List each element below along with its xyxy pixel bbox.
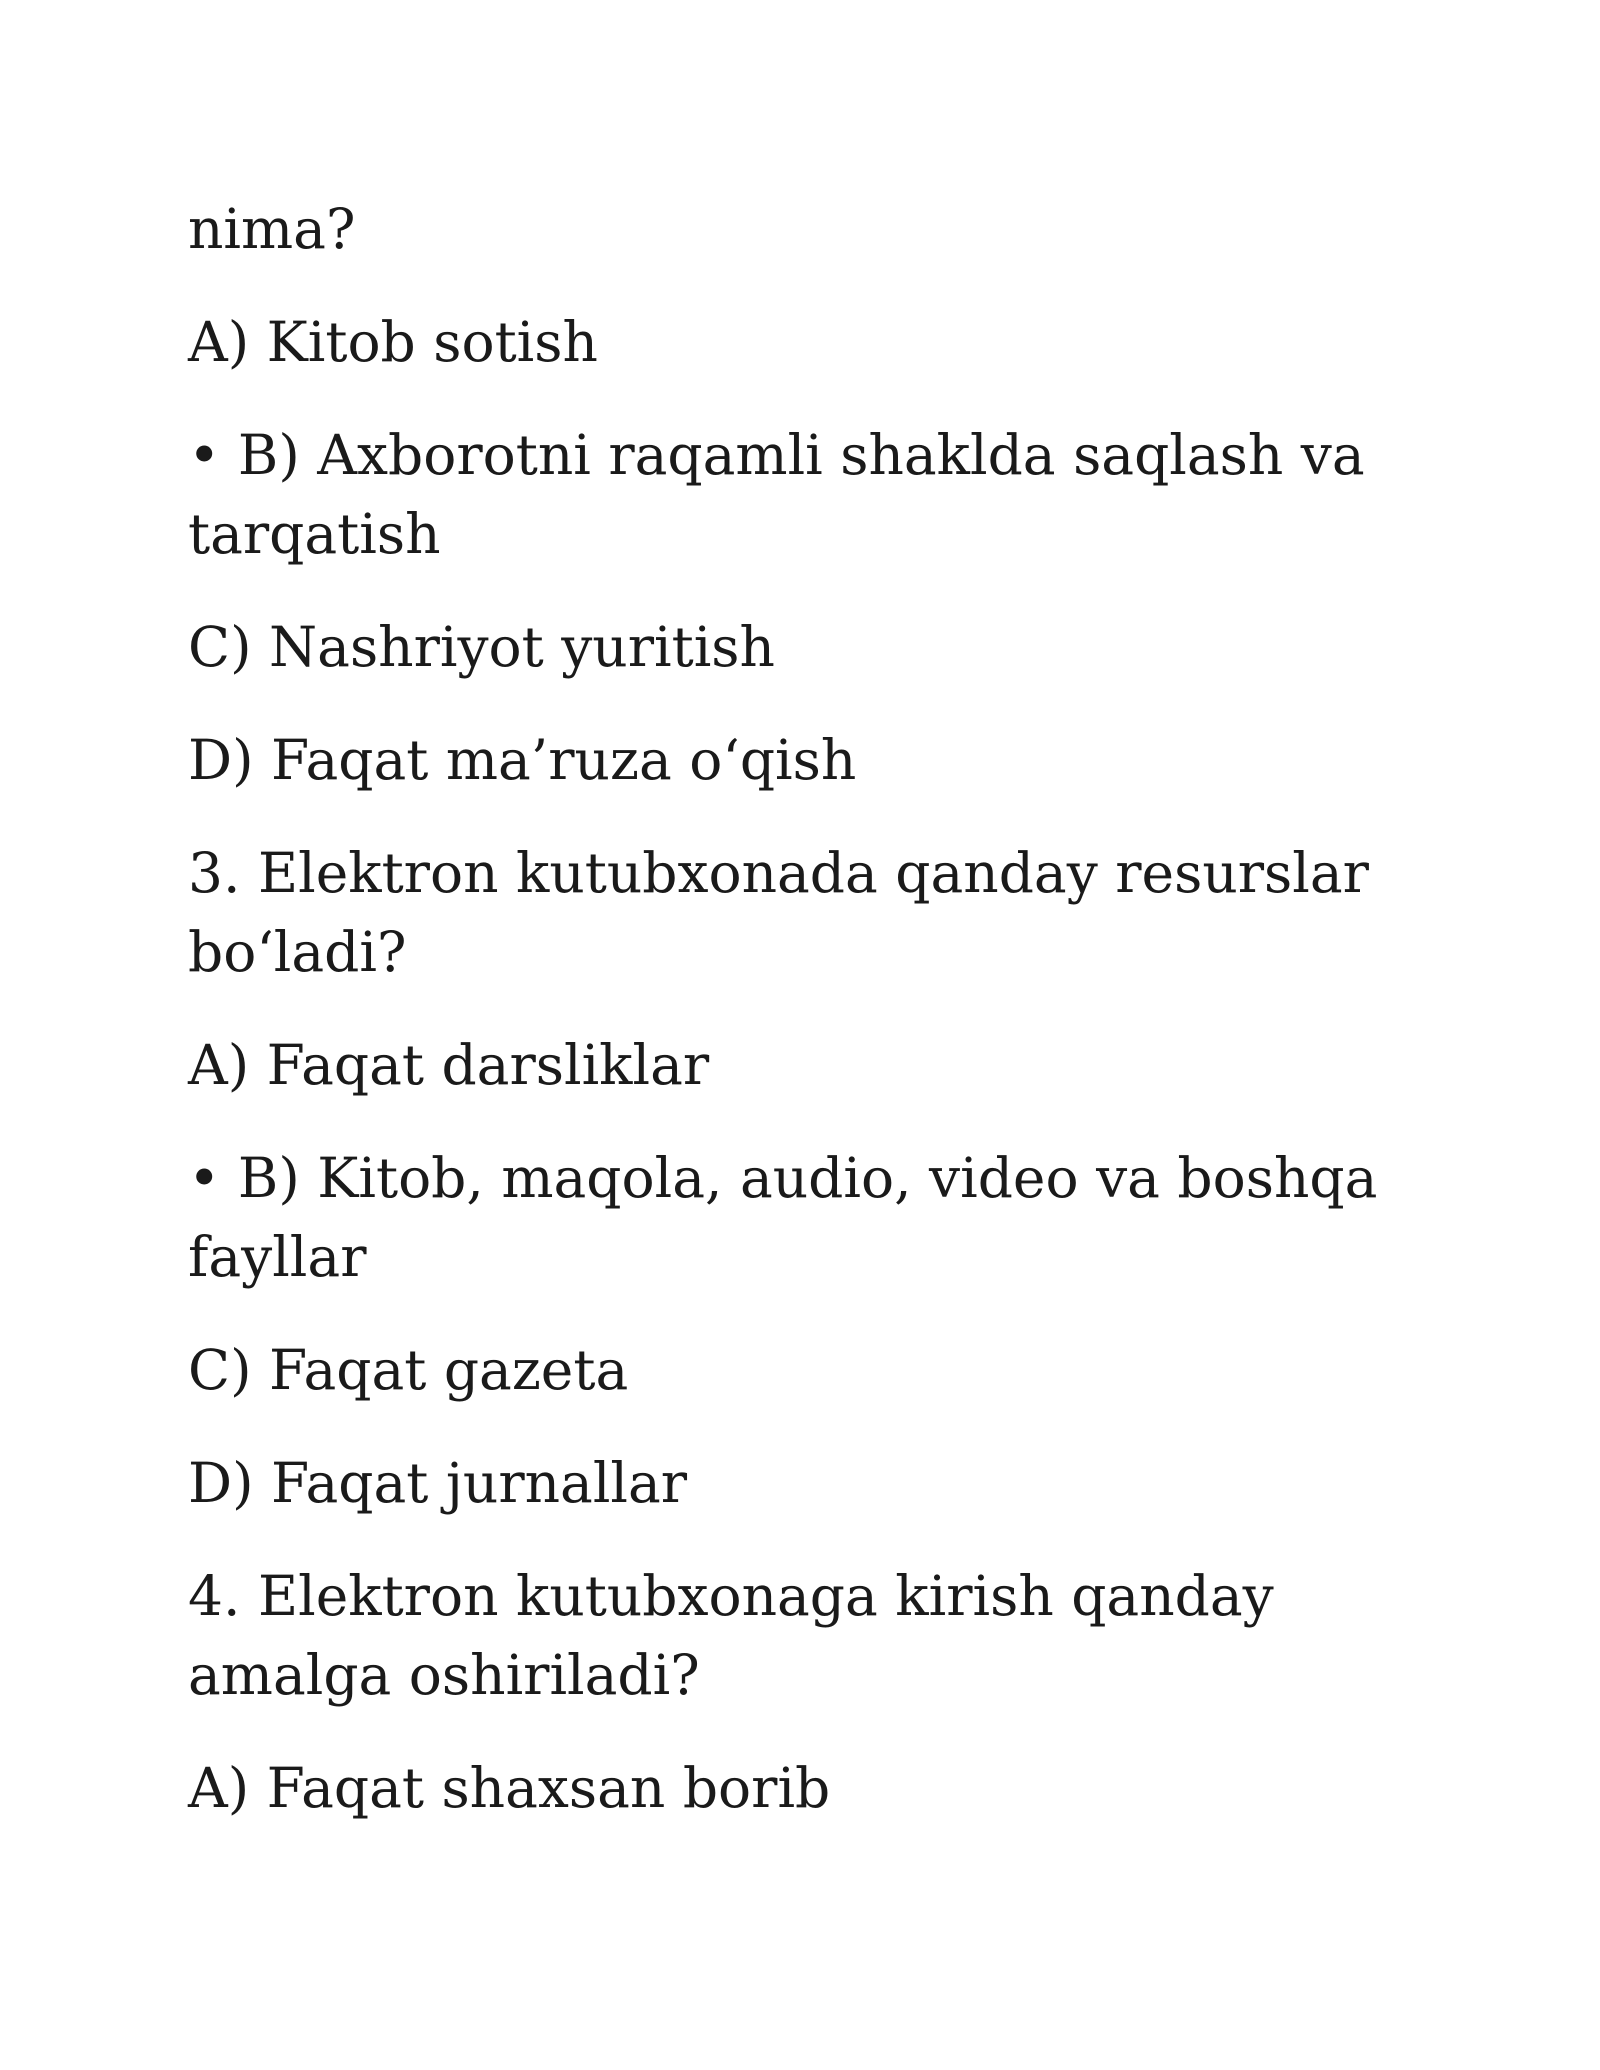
answer-option: A) Faqat shaxsan borib: [188, 1756, 831, 1820]
answer-option: C) Faqat gazeta: [188, 1338, 629, 1402]
question-text: 4. Elektron kutubxonaga kirish qanday amalga oshiriladi?: [188, 1564, 1292, 1707]
answer-option: A) Faqat darsliklar: [188, 1033, 710, 1097]
question-text: 3. Elektron kutubxonada qanday resurslar bo‘ladi?: [188, 841, 1387, 984]
question-continuation: nima?: [188, 197, 356, 261]
answer-option: A) Kitob sotish: [188, 310, 598, 374]
answer-option-marked: • B) Axborotni raqamli shaklda saqlash va tarqatish: [188, 423, 1383, 566]
answer-option: D) Faqat ma’ruza o‘qish: [188, 728, 857, 792]
document-body: [188, 190, 1448, 1862]
answer-option: D) Faqat jurnallar: [188, 1451, 688, 1515]
answer-option: C) Nashriyot yuritish: [188, 615, 775, 679]
answer-option-marked: • B) Kitob, maqola, audio, video va boshqa fayllar: [188, 1146, 1395, 1289]
